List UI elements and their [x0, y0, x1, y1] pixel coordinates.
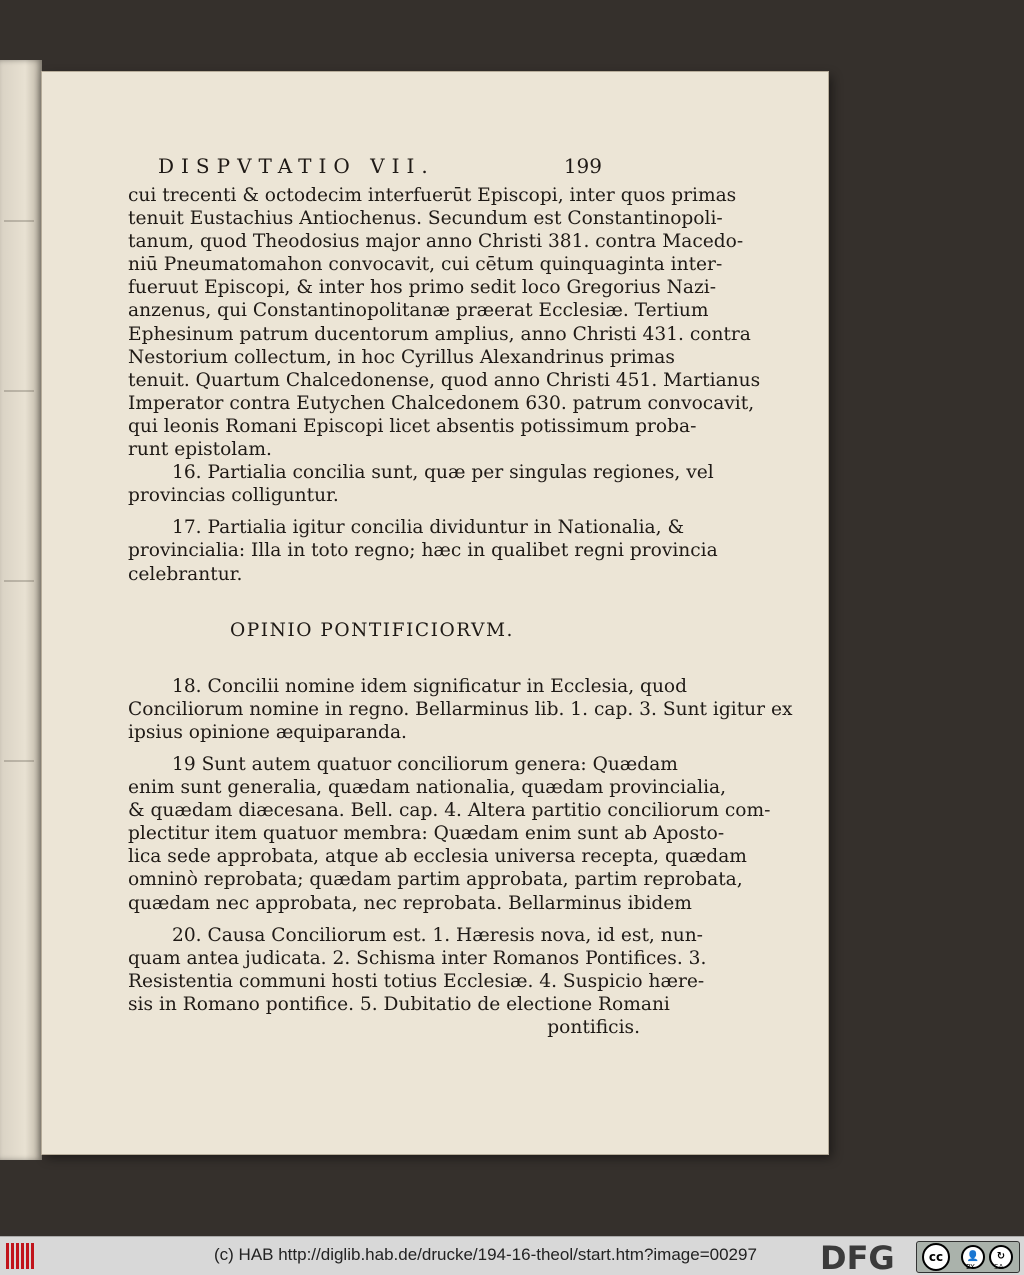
text-line: provincialia: Illa in toto regno; hæc in qualibet regni provincia [128, 540, 718, 562]
dfg-logo-icon[interactable] [818, 1240, 916, 1272]
copyright-link[interactable]: (c) HAB http://diglib.hab.de/drucke/194-16-theol/start.htm?image=00297 [214, 1245, 757, 1264]
text-line: lica sede approbata, atque ab ecclesia universa recepta, quædam [128, 846, 747, 868]
text-line: quam antea judicata. 2. Schisma inter Romanos Pontifices. 3. [128, 947, 707, 969]
page-edge-mark [4, 390, 34, 392]
license-by-label: BY [966, 1263, 975, 1271]
cc-icon: cc [922, 1243, 950, 1271]
paragraph-18 [128, 675, 793, 744]
text-line: 17. Partialia igitur concilia dividuntur in Nationalia, & [172, 517, 685, 539]
text-line: Imperator contra Eutychen Chalcedonem 630. patrum convocavit, [128, 392, 755, 414]
book-page [42, 72, 828, 1154]
creative-commons-license-badge[interactable] [916, 1241, 1020, 1273]
text-line: tanum, quod Theodosius major anno Christi 381. contra Macedo- [128, 231, 744, 253]
text-line: enim sunt generalia, quædam nationalia, quædam provincialia, [128, 777, 727, 799]
paragraph-19 [128, 753, 771, 915]
text-line: & quædam diæcesana. Bell. cap. 4. Altera partitio conciliorum com- [128, 800, 771, 822]
section-title: OPINIO PONTIFICIORVM. [230, 619, 514, 641]
paragraph-16 [128, 461, 714, 507]
text-line: sis in Romano pontifice. 5. Dubitatio de electione Romani [128, 993, 670, 1015]
catchword: pontificis. [547, 1017, 640, 1038]
text-line: runt epistolam. [128, 439, 272, 461]
text-line: 18. Concilii nomine idem significatur in Ecclesia, quod [172, 675, 688, 697]
running-header [158, 154, 602, 178]
dfg-label: DFG [820, 1240, 895, 1272]
text-line: provincias colliguntur. [128, 485, 339, 507]
text-line: ipsius opinione æquiparanda. [128, 721, 407, 743]
page-edge-mark [4, 220, 34, 222]
text-line: tenuit Eustachius Antiochenus. Secundum est Constantinopoli- [128, 208, 723, 230]
share-alike-icon: ↻ [989, 1245, 1013, 1269]
page-edge-mark [4, 580, 34, 582]
running-title: DISPVTATIO VII. [158, 154, 435, 178]
attribution-icon: 👤 [961, 1245, 985, 1269]
text-line: tenuit. Quartum Chalcedonense, quod anno Christi 451. Martianus [128, 369, 761, 391]
text-line: fueruut Episcopi, & inter hos primo sedit loco Gregorius Nazi- [128, 277, 717, 299]
continued-paragraph [128, 184, 761, 461]
paragraph-20 [128, 924, 707, 1039]
previous-page-edge [0, 60, 42, 1160]
text-line: cui trecenti & octodecim interfuerūt Episcopi, inter quos primas [128, 185, 737, 206]
license-sa-label: SA [994, 1263, 1004, 1271]
text-line: 16. Partialia concilia sunt, quæ per singulas regiones, vel [172, 462, 714, 484]
text-line: niū Pneumatomahon convocavit, cui cētum quinquaginta inter- [128, 254, 723, 276]
text-line: qui leonis Romani Episcopi licet absentis potissimum proba- [128, 415, 697, 437]
footer-bar [0, 1236, 1024, 1275]
text-line: Nestorium collectum, in hoc Cyrillus Alexandrinus primas [128, 346, 675, 368]
text-line: 19 Sunt autem quatuor conciliorum genera: Quædam [172, 753, 678, 775]
text-line: 20. Causa Conciliorum est. 1. Hæresis nova, id est, nun- [172, 924, 703, 946]
text-line: omninò reprobata; quædam partim approbata, partim reprobata, [128, 869, 743, 891]
hab-logo-icon[interactable] [6, 1243, 36, 1269]
page-number: 199 [563, 154, 602, 178]
page-edge-mark [4, 760, 34, 762]
text-line: plectitur item quatuor membra: Quædam enim sunt ab Aposto- [128, 823, 725, 845]
text-line: celebrantur. [128, 563, 243, 585]
text-line: Resistentia communi hosti totius Ecclesiæ. 4. Suspicio hære- [128, 970, 705, 992]
text-line: Ephesinum patrum ducentorum amplius, anno Christi 431. contra [128, 323, 751, 345]
page-text [128, 184, 793, 1039]
paragraph-17 [128, 516, 718, 585]
text-line: Conciliorum nomine in regno. Bellarminus lib. 1. cap. 3. Sunt igitur ex [128, 698, 793, 720]
text-line: anzenus, qui Constantinopolitanæ præerat Ecclesiæ. Tertium [128, 300, 709, 322]
text-line: quædam nec approbata, nec reprobata. Bellarminus ibidem [128, 892, 692, 914]
